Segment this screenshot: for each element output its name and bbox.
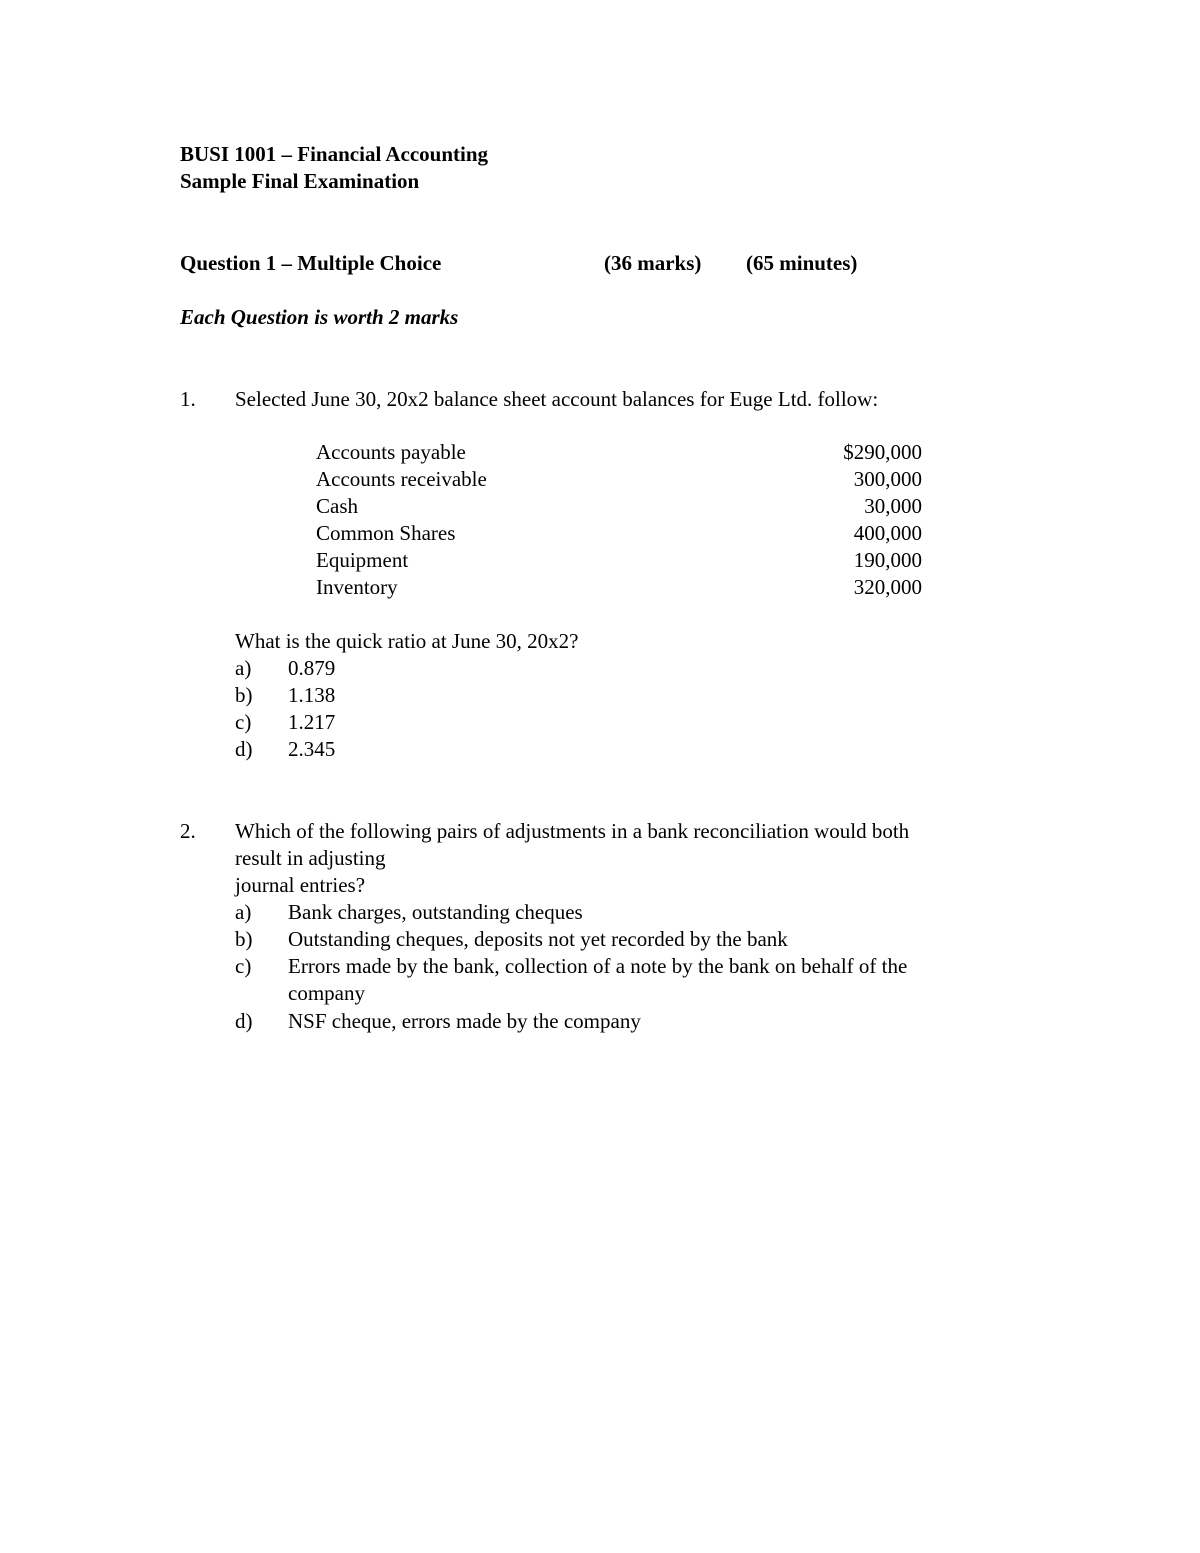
balance-account: Accounts receivable [316, 467, 487, 491]
option-letter: a) [235, 900, 252, 924]
option-text: Outstanding cheques, deposits not yet recorded by the bank [288, 927, 788, 951]
question-1-number: 1. [180, 387, 196, 411]
balance-amount: $290,000 [843, 440, 922, 464]
option-text: NSF cheque, errors made by the company [288, 1009, 641, 1033]
balance-row [316, 574, 922, 601]
option-letter: b) [235, 683, 253, 707]
question-2-stem-line: Which of the following pairs of adjustments in a bank reconciliation would both [235, 819, 910, 843]
option-letter: c) [235, 954, 252, 978]
question-1-stem: Selected June 30, 20x2 balance sheet account balances for Euge Ltd. follow: [235, 387, 879, 411]
document-subtitle: Sample Final Examination [180, 169, 420, 193]
option-letter: d) [235, 1009, 253, 1033]
option-letter: c) [235, 710, 252, 734]
balance-account: Cash [316, 494, 358, 518]
option-text: 2.345 [288, 737, 336, 761]
question-1-prompt: What is the quick ratio at June 30, 20x2? [235, 629, 579, 653]
balance-row [316, 520, 922, 547]
balance-amount: 320,000 [853, 575, 922, 599]
question-2-stem-line: result in adjusting [235, 846, 386, 870]
option-text: Errors made by the bank, collection of a note by the bank on behalf of the company [288, 954, 908, 1005]
balance-account: Common Shares [316, 521, 456, 545]
question-2-number: 2. [180, 819, 196, 843]
option-text: 0.879 [288, 656, 336, 680]
balance-amount: 190,000 [853, 548, 922, 572]
balance-account: Equipment [316, 548, 409, 572]
section-heading: Question 1 – Multiple Choice [180, 251, 442, 275]
balance-amount: 30,000 [864, 494, 922, 518]
balance-account: Inventory [316, 575, 398, 599]
balance-row [316, 547, 922, 574]
balance-row [316, 493, 922, 520]
balance-table [316, 439, 922, 601]
option-letter: a) [235, 656, 252, 680]
option-text: 1.217 [288, 710, 336, 734]
balance-row [316, 466, 922, 493]
section-time: (65 minutes) [746, 251, 858, 275]
section-instructions: Each Question is worth 2 marks [180, 305, 459, 329]
question-2-stem-line: journal entries? [235, 873, 366, 897]
option-text: Bank charges, outstanding cheques [288, 900, 583, 924]
section-marks: (36 marks) [604, 251, 702, 275]
option-letter: b) [235, 927, 253, 951]
option-letter: d) [235, 737, 253, 761]
balance-amount: 300,000 [853, 467, 922, 491]
document-title: BUSI 1001 – Financial Accounting [180, 142, 489, 166]
balance-amount: 400,000 [853, 521, 922, 545]
balance-account: Accounts payable [316, 440, 466, 464]
option-text: 1.138 [288, 683, 336, 707]
balance-row [316, 439, 922, 466]
